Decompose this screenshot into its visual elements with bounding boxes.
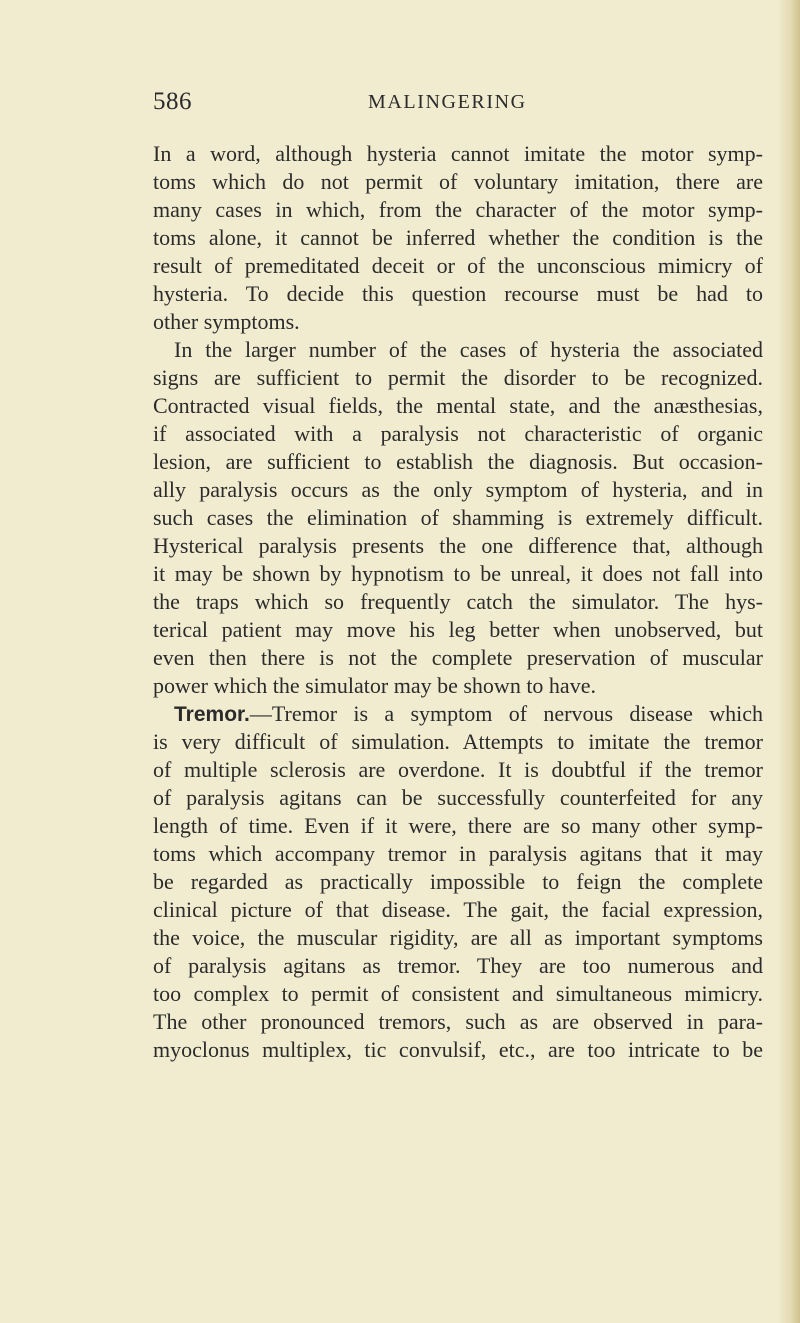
- text-line: terical patient may move his leg better when unobserved, but: [153, 617, 763, 642]
- text-line: even then there is not the complete preservation of muscular: [153, 645, 763, 670]
- text-line: of paralysis agitans can be successfully counterfeited for any: [153, 785, 763, 810]
- text-line: clinical picture of that disease. The gait, the facial expression,: [153, 897, 763, 922]
- text-line: such cases the elimination of shamming is extremely difficult.: [153, 505, 763, 530]
- text-line: signs are sufficient to permit the disorder to be recognized.: [153, 365, 763, 390]
- text-line: too complex to permit of consistent and simultaneous mimicry.: [153, 981, 763, 1006]
- text-line: Contracted visual fields, the mental state, and the anæsthesias,: [153, 393, 763, 418]
- text-line: ally paralysis occurs as the only symptom of hysteria, and in: [153, 477, 763, 502]
- text-line: In a word, although hysteria cannot imitate the motor symp-: [153, 141, 763, 166]
- text-line: result of premeditated deceit or of the unconscious mimicry of: [153, 253, 763, 278]
- text-line: The other pronounced tremors, such as are observed in para-: [153, 1009, 763, 1034]
- running-title: MALINGERING: [368, 91, 527, 113]
- text-line: the traps which so frequently catch the simulator. The hys-: [153, 589, 763, 614]
- text-line: the voice, the muscular rigidity, are all as important symptoms: [153, 925, 763, 950]
- text-line: hysteria. To decide this question recourse must be had to: [153, 281, 763, 306]
- text-line: toms which accompany tremor in paralysis agitans that it may: [153, 841, 763, 866]
- text-line: it may be shown by hypnotism to be unreal, it does not fall into: [153, 561, 763, 586]
- text-line: myoclonus multiplex, tic convulsif, etc., are too intricate to be: [153, 1037, 763, 1062]
- page-number: 586: [153, 88, 192, 115]
- text-line: toms which do not permit of voluntary imitation, there are: [153, 169, 763, 194]
- text-line: is very difficult of simulation. Attempts to imitate the tremor: [153, 729, 763, 754]
- text-line: In the larger number of the cases of hysteria the associated: [174, 337, 763, 362]
- text-line: toms alone, it cannot be inferred whether the condition is the: [153, 225, 763, 250]
- text-line: if associated with a paralysis not characteristic of organic: [153, 421, 763, 446]
- text-line: length of time. Even if it were, there are so many other symp-: [153, 813, 763, 838]
- section-heading-tremor: Tremor.: [174, 703, 250, 726]
- text-line: of paralysis agitans as tremor. They are too numerous and: [153, 953, 763, 978]
- text-line: [174, 700, 763, 729]
- heading-line-text: —Tremor is a symptom of nervous disease which: [249, 701, 763, 726]
- text-line: power which the simulator may be shown to have.: [153, 673, 596, 698]
- text-line: other symptoms.: [153, 309, 300, 334]
- text-line: be regarded as practically impossible to feign the complete: [153, 869, 763, 894]
- page-edge-shadow: [778, 0, 800, 1323]
- text-line: lesion, are sufficient to establish the diagnosis. But occasion-: [153, 449, 763, 474]
- text-line: many cases in which, from the character of the motor symp-: [153, 197, 763, 222]
- text-line: of multiple sclerosis are overdone. It is doubtful if the tremor: [153, 757, 763, 782]
- text-line: Hysterical paralysis presents the one difference that, although: [153, 533, 763, 558]
- page-header: [153, 88, 763, 118]
